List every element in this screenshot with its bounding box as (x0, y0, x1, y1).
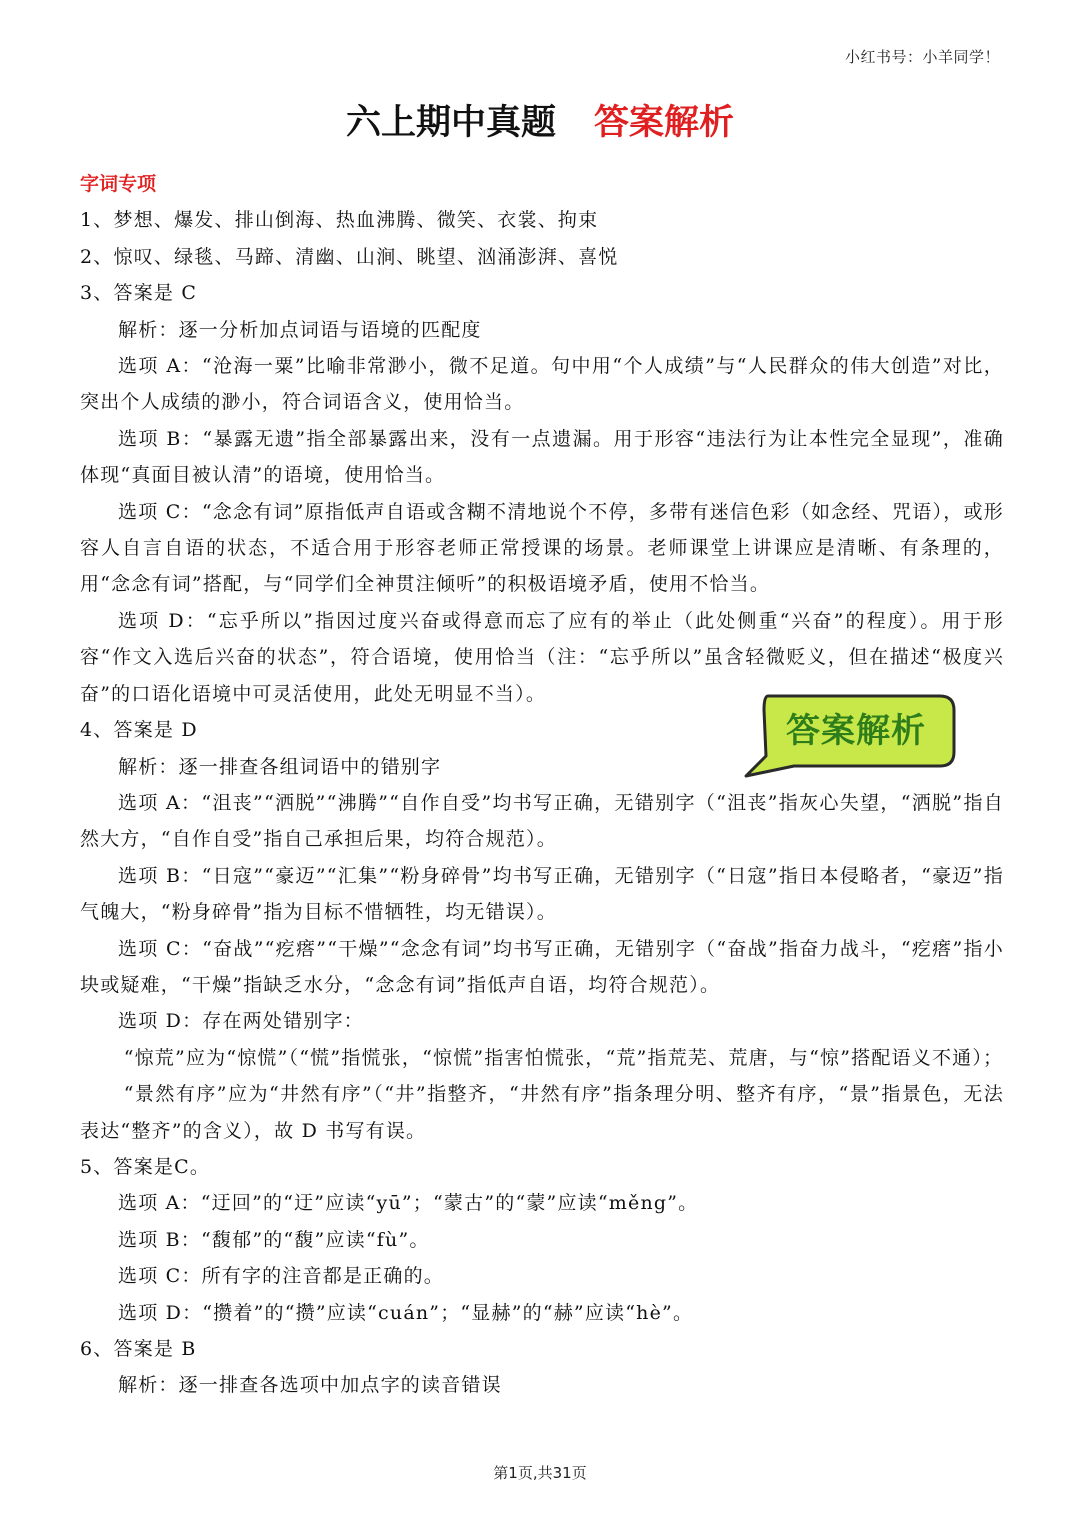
option-5a: 选项 A：“迂回”的“迂”应读“yū”；“蒙古”的“蒙”应读“měng”。 (118, 1192, 699, 1215)
option-4b: 选项 B：“日寇”“豪迈”“汇集”“粉身碎骨”均书写正确，无错别字（“日寇”指日本侵略者，“豪迈”指气魄大，“粉身碎骨”指为目标不惜牺牲，均无错误）。 (80, 864, 1004, 924)
option-4c: 选项 C：“奋战”“疙瘩”“干燥”“念念有词”均书写正确，无错别字（“奋战”指奋力战斗，“疙瘩”指小块或疑难，“干燥”指缺乏水分，“念念有词”指低声自语，均符合规范）。 (80, 937, 1004, 996)
analysis-6: 解析：逐一排查各选项中加点字的读音错误 (118, 1374, 502, 1397)
answer-1: 1、梦想、爆发、排山倒海、热血沸腾、微笑、衣裳、拘束 (80, 209, 599, 232)
watermark-text: 小红书号：小羊同学！ (844, 48, 1000, 66)
analysis-3: 解析：逐一分析加点词语与语境的匹配度 (118, 318, 482, 341)
option-4d: 选项 D：存在两处错别字： (118, 1010, 364, 1033)
option-5c: 选项 C：所有字的注音都是正确的。 (118, 1265, 444, 1288)
answer-6: 6、答案是 B (80, 1338, 197, 1360)
answer-2: 2、惊叹、绿毯、马蹄、清幽、山涧、眺望、汹涌澎湃、喜悦 (80, 245, 619, 268)
option-3d: 选项 D：“忘乎所以”指因过度兴奋或得意而忘了应有的举止（此处侧重“兴奋”的程度）。用于形容“作文入选后兴奋的状态”，符合语境，使用恰当（注：“忘乎所以”虽含轻微贬义，但在描述“极度兴奋”的口语化语境中可灵活使用，此处无明显不当）。 (80, 609, 1004, 705)
option-4d-error-1: “惊荒”应为“惊慌”（“慌”指慌张，“惊慌”指害怕慌张，“荒”指荒芜、荒唐，与“惊”搭配语义不通）； (123, 1046, 1004, 1069)
option-3b: 选项 B：“暴露无遗”指全部暴露出来，没有一点遗漏。用于形容“违法行为让本性完全显现”，准确体现“真面目被认清”的语境，使用恰当。 (80, 427, 1004, 487)
answer-badge (738, 690, 958, 780)
page-title (0, 98, 1080, 148)
answer-5: 5、答案是C。 (80, 1155, 211, 1178)
document-body (80, 166, 1004, 1404)
answer-4: 4、答案是 D (80, 719, 198, 742)
option-4a: 选项 A：“沮丧”“洒脱”“沸腾”“自作自受”均书写正确，无错别字（“沮丧”指灰心失望，“洒脱”指自然大方，“自作自受”指自己承担后果，均符合规范）。 (80, 791, 1004, 851)
option-3c: 选项 C：“念念有词”原指低声自语或含糊不清地说个不停，多带有迷信色彩（如念经、咒语），或形容人自言自语的状态，不适合用于形容老师正常授课的场景。老师课堂上讲课应是清晰、有条理的，用“念念有词”搭配，与“同学们全神贯注倾听”的积极语境矛盾，使用不恰当。 (80, 500, 1004, 596)
answer-3: 3、答案是 C (80, 282, 198, 305)
section-heading: 字词专项 (80, 173, 157, 195)
title-main: 六上期中真题 (345, 103, 556, 143)
option-3a: 选项 A：“沧海一粟”比喻非常渺小，微不足道。句中用“个人成绩”与“人民群众的伟大创造”对比，突出个人成绩的渺小，符合词语含义，使用恰当。 (80, 355, 1004, 414)
title-highlight: 答案解析 (594, 103, 735, 143)
option-4d-error-2: “景然有序”应为“井然有序”（“井”指整齐，“井然有序”指条理分明、整齐有序，“景”指景色，无法表达“整齐”的含义），故 D 书写有误。 (80, 1083, 1004, 1142)
page-number: 第1页,共31页 (493, 1464, 587, 1482)
option-5d: 选项 D：“攒着”的“攒”应读“cuán”；“显赫”的“赫”应读“hè”。 (118, 1301, 694, 1324)
badge-label: 答案解析 (786, 711, 926, 751)
option-5b: 选项 B：“馥郁”的“馥”应读“fù”。 (118, 1228, 430, 1251)
analysis-4: 解析：逐一排查各组词语中的错别字 (118, 755, 442, 778)
